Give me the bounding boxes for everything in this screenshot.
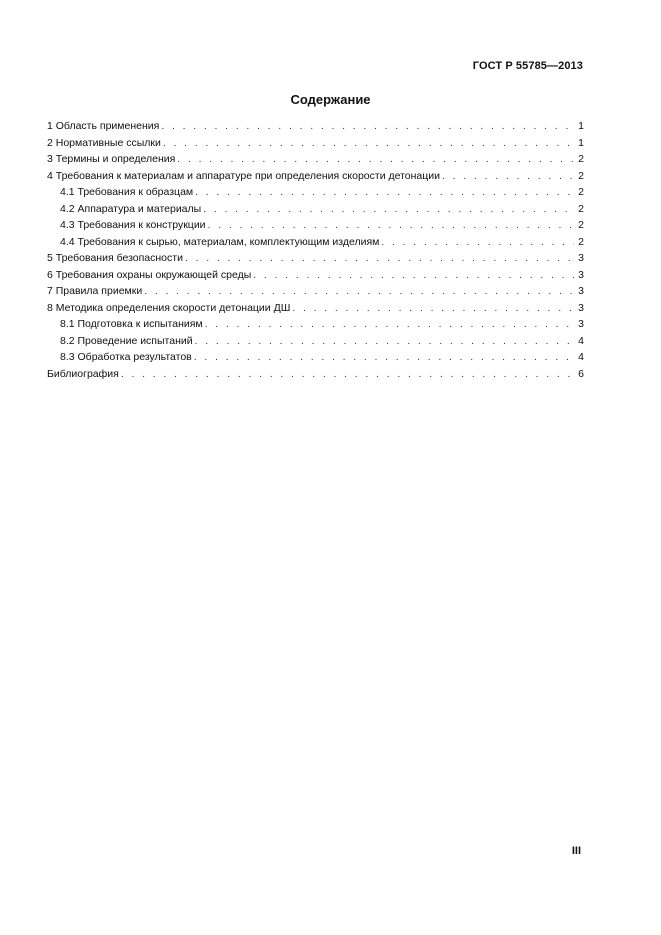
toc-dot-leader [144,285,574,297]
toc-entry-page: 4 [578,351,584,363]
table-of-contents [47,120,584,384]
document-id: ГОСТ Р 55785—2013 [472,60,583,72]
toc-dot-leader [203,203,574,215]
toc-entry-label: Библиография [47,367,119,380]
toc-entry-label: 8.2 Проведение испытаний [60,334,193,347]
toc-entry-label: 2 Нормативные ссылки [47,136,161,149]
toc-entry[interactable] [47,318,584,335]
toc-entry-page: 2 [578,153,584,165]
toc-entry-label: 8.1 Подготовка к испытаниям [60,318,203,330]
toc-entry-page: 1 [578,136,584,149]
toc-entry[interactable] [47,302,584,319]
toc-dot-leader [208,219,574,231]
toc-entry[interactable] [47,368,584,385]
toc-entry-label: 4.4 Требования к сырью, материалам, комплектующим изделиям [60,235,380,248]
toc-entry-page: 3 [578,252,584,264]
toc-entry-page: 3 [578,285,584,297]
toc-dot-leader [205,318,574,330]
page-title: Содержание [290,92,371,107]
toc-entry-page: 2 [578,235,584,248]
toc-entry[interactable] [47,285,584,302]
toc-dot-leader [121,368,574,380]
toc-entry-page: 1 [578,120,584,132]
toc-dot-leader [161,120,574,132]
toc-entry-page: 3 [578,318,584,330]
toc-entry[interactable] [47,137,584,154]
page-number: III [571,845,581,857]
toc-dot-leader [381,236,574,248]
toc-dot-leader [195,186,574,198]
toc-entry-page: 2 [578,219,584,231]
toc-entry-page: 4 [578,334,584,347]
toc-entry[interactable] [47,203,584,220]
toc-entry[interactable] [47,351,584,368]
toc-entry-label: 4 Требования к материалам и аппаратуре при определения скорости детонации [47,169,441,182]
toc-entry-label: 7 Правила приемки [47,285,143,297]
toc-entry-page: 2 [578,169,584,182]
toc-entry[interactable] [47,269,584,286]
toc-entry-label: 3 Термины и определения [47,153,176,165]
toc-entry-page: 2 [578,186,584,198]
toc-dot-leader [292,302,574,314]
toc-entry-page: 6 [578,367,584,380]
toc-entry-label: 8 Методика определения скорости детонации ДШ [47,301,291,314]
toc-entry-page: 3 [578,268,584,281]
toc-entry[interactable] [47,170,584,187]
toc-entry-label: 4.3 Требования к конструкции [60,219,206,231]
toc-entry-label: 4.2 Аппаратура и материалы [60,202,202,215]
toc-dot-leader [185,252,574,264]
toc-entry[interactable] [47,219,584,236]
toc-dot-leader [442,170,574,182]
toc-entry[interactable] [47,120,584,137]
toc-dot-leader [163,137,574,149]
toc-entry-page: 3 [578,301,584,314]
toc-entry-label: 1 Область применения [47,120,160,132]
toc-entry-label: 6 Требования охраны окружающей среды [47,268,252,281]
toc-entry[interactable] [47,236,584,253]
toc-entry[interactable] [47,252,584,269]
toc-entry[interactable] [47,335,584,352]
toc-dot-leader [194,351,574,363]
toc-entry-label: 8.3 Обработка результатов [60,351,192,363]
toc-entry[interactable] [47,153,584,170]
toc-dot-leader [253,269,574,281]
toc-entry-label: 5 Требования безопасности [47,252,183,264]
toc-entry-page: 2 [578,202,584,215]
toc-entry[interactable] [47,186,584,203]
toc-dot-leader [177,153,574,165]
toc-dot-leader [195,335,574,347]
toc-entry-label: 4.1 Требования к образцам [60,186,194,198]
